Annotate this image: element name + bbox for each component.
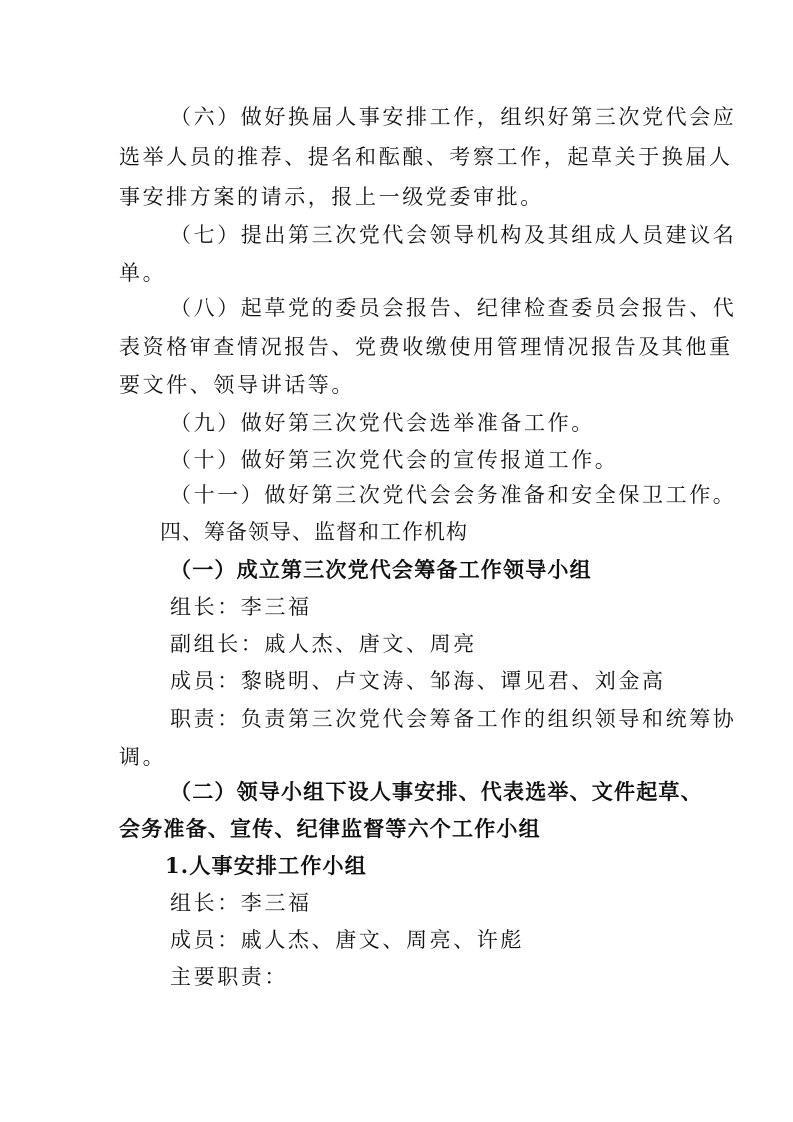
group-1-heading: 1.人事安排工作小组 (165, 853, 367, 878)
subsection-2-heading-line-2: 会务准备、宣传、纪律监督等六个工作小组 (119, 816, 541, 841)
paragraph-9: （九）做好第三次党代会选举准备工作。 (170, 411, 595, 435)
paragraph-8-line-1: （八）起草党的委员会报告、纪律检查委员会报告、代 (170, 296, 737, 320)
subsection-1-duty-line-1: 职责：负责第三次党代会筹备工作的组织领导和统筹协 (170, 707, 737, 731)
paragraph-8-line-3: 要文件、领导讲话等。 (119, 373, 355, 397)
subsection-1-members: 成员：黎晓明、卢文涛、邹海、谭见君、刘金高 (170, 669, 666, 693)
paragraph-8-line-2: 表资格审查情况报告、党费收缴使用管理情况报告及其他重 (119, 335, 733, 359)
subsection-1-heading: （一）成立第三次党代会筹备工作领导小组 (170, 557, 592, 582)
paragraph-6-line-1: （六）做好换届人事安排工作，组织好第三次党代会应 (170, 105, 737, 129)
paragraph-7-line-2: 单。 (119, 261, 167, 285)
group-1-duties-label: 主要职责： (170, 965, 288, 989)
paragraph-6-line-2: 选举人员的推荐、提名和酝酿、考察工作，起草关于换届人 (119, 145, 733, 169)
paragraph-11: （十一）做好第三次党代会会务准备和安全保卫工作。 (170, 483, 737, 507)
subsection-1-duty-line-2: 调。 (119, 745, 167, 769)
paragraph-6-line-3: 事安排方案的请示，报上一级党委审批。 (119, 185, 544, 209)
group-1-leader: 组长：李三福 (170, 891, 312, 915)
subsection-1-deputy: 副组长：戚人杰、唐文、周亮 (170, 632, 477, 656)
section-4-heading: 四、筹备领导、监督和工作机构 (160, 520, 468, 544)
subsection-1-leader: 组长：李三福 (170, 595, 312, 619)
paragraph-10: （十）做好第三次党代会的宣传报道工作。 (170, 448, 619, 472)
subsection-2-heading-line-1: （二）领导小组下设人事安排、代表选举、文件起草、 (170, 779, 703, 804)
paragraph-7-line-1: （七）提出第三次党代会领导机构及其组成人员建议名 (170, 223, 737, 247)
group-1-members: 成员：戚人杰、唐文、周亮、许彪 (170, 928, 524, 952)
